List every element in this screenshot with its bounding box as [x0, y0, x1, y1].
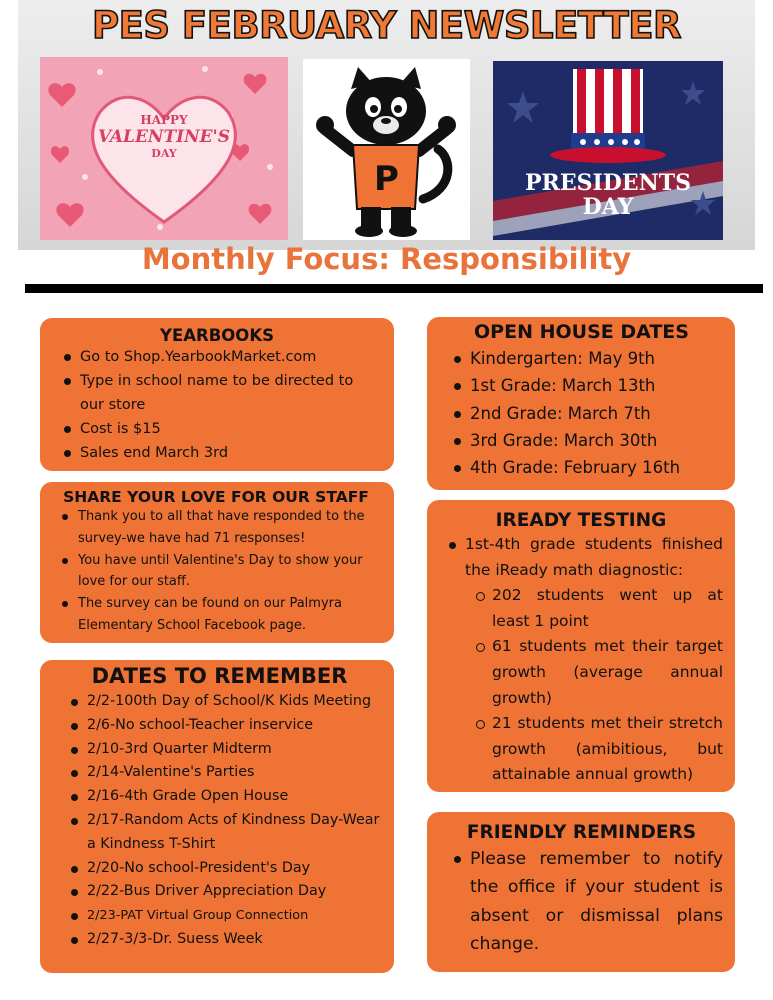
sub-list-item: 202 students went up at least 1 point [492, 583, 723, 634]
dates-to-remember-card [40, 660, 394, 973]
list-item: 4th Grade: February 16th [470, 454, 723, 481]
dates-to-remember-heading: DATES TO REMEMBER [91, 664, 348, 688]
valentine-text-valentines: VALENTINE'S [97, 127, 231, 147]
sub-list-item: 61 students met their target growth (average annual growth) [492, 634, 723, 711]
yearbooks-list [80, 345, 376, 465]
monthly-focus: Monthly Focus: Responsibility [141, 242, 632, 276]
iready-heading: IREADY TESTING [495, 510, 667, 531]
friendly-reminders-card [427, 812, 735, 972]
presidents-day-image [493, 61, 723, 240]
list-item: 2/10-3rd Quarter Midterm [87, 738, 382, 762]
panther-mascot-icon [303, 59, 470, 240]
list-item: 2/22-Bus Driver Appreciation Day [87, 880, 382, 904]
newsletter-title: PES FEBRUARY NEWSLETTER [92, 4, 681, 47]
list-item: Sales end March 3rd [80, 441, 376, 465]
divider-rule [25, 284, 763, 293]
iready-intro: 1st-4th grade students finished the iReady math diagnostic: [465, 535, 723, 579]
open-house-heading: OPEN HOUSE DATES [474, 321, 689, 343]
friendly-reminders-heading: FRIENDLY REMINDERS [466, 822, 697, 843]
list-item: You have until Valentine's Day to show your love for our staff. [78, 550, 376, 594]
list-item: 2/20-No school-President's Day [87, 857, 382, 881]
valentines-day-image [40, 57, 288, 240]
list-item: Cost is $15 [80, 417, 376, 441]
panther-mascot-image [303, 59, 470, 240]
list-item: 1st Grade: March 13th [470, 372, 723, 399]
list-item: The survey can be found on our Palmyra Elementary School Facebook page. [78, 593, 376, 637]
list-item: 2/6-No school-Teacher inservice [87, 714, 382, 738]
list-item: 2/17-Random Acts of Kindness Day-Wear a Kindness T-Shirt [87, 809, 382, 857]
list-item: 2/14-Valentine's Parties [87, 761, 382, 785]
sub-list-item: 21 students met their stretch growth (amibitious, but attainable annual growth) [492, 711, 723, 788]
list-item: Kindergarten: May 9th [470, 345, 723, 372]
dates-list [87, 690, 382, 952]
list-item: Thank you to all that have responded to the survey-we have had 71 responses! [78, 506, 376, 550]
yearbooks-card [40, 318, 394, 471]
list-item: 2nd Grade: March 7th [470, 400, 723, 427]
friendly-reminders-list [470, 845, 723, 958]
presidents-day-text: DAY [582, 194, 634, 220]
valentine-text-happy: HAPPY [140, 113, 188, 127]
list-item: Please remember to notify the office if your student is absent or dismissal plans change. [470, 845, 723, 958]
list-item: 2/23-PAT Virtual Group Connection [87, 904, 382, 928]
share-love-card [40, 482, 394, 643]
list-item: Go to Shop.YearbookMarket.com [80, 345, 376, 369]
open-house-list [470, 345, 723, 481]
yearbooks-heading: YEARBOOKS [160, 326, 274, 345]
list-item: 2/27-3/3-Dr. Suess Week [87, 928, 382, 952]
list-item: Type in school name to be directed to our store [80, 369, 376, 417]
list-item: 2/16-4th Grade Open House [87, 785, 382, 809]
list-item [465, 532, 723, 788]
iready-card [427, 500, 735, 792]
presidents-text: PRESIDENTS [525, 170, 691, 196]
share-love-heading: SHARE YOUR LOVE FOR OUR STAFF [63, 488, 369, 506]
list-item: 2/2-100th Day of School/K Kids Meeting [87, 690, 382, 714]
mascot-shirt-letter: P [374, 159, 399, 199]
iready-list [465, 532, 723, 788]
valentine-text-day: DAY [151, 147, 177, 160]
share-love-list [78, 506, 376, 637]
iready-sub-list [492, 583, 723, 788]
open-house-card [427, 317, 735, 490]
list-item: 3rd Grade: March 30th [470, 427, 723, 454]
